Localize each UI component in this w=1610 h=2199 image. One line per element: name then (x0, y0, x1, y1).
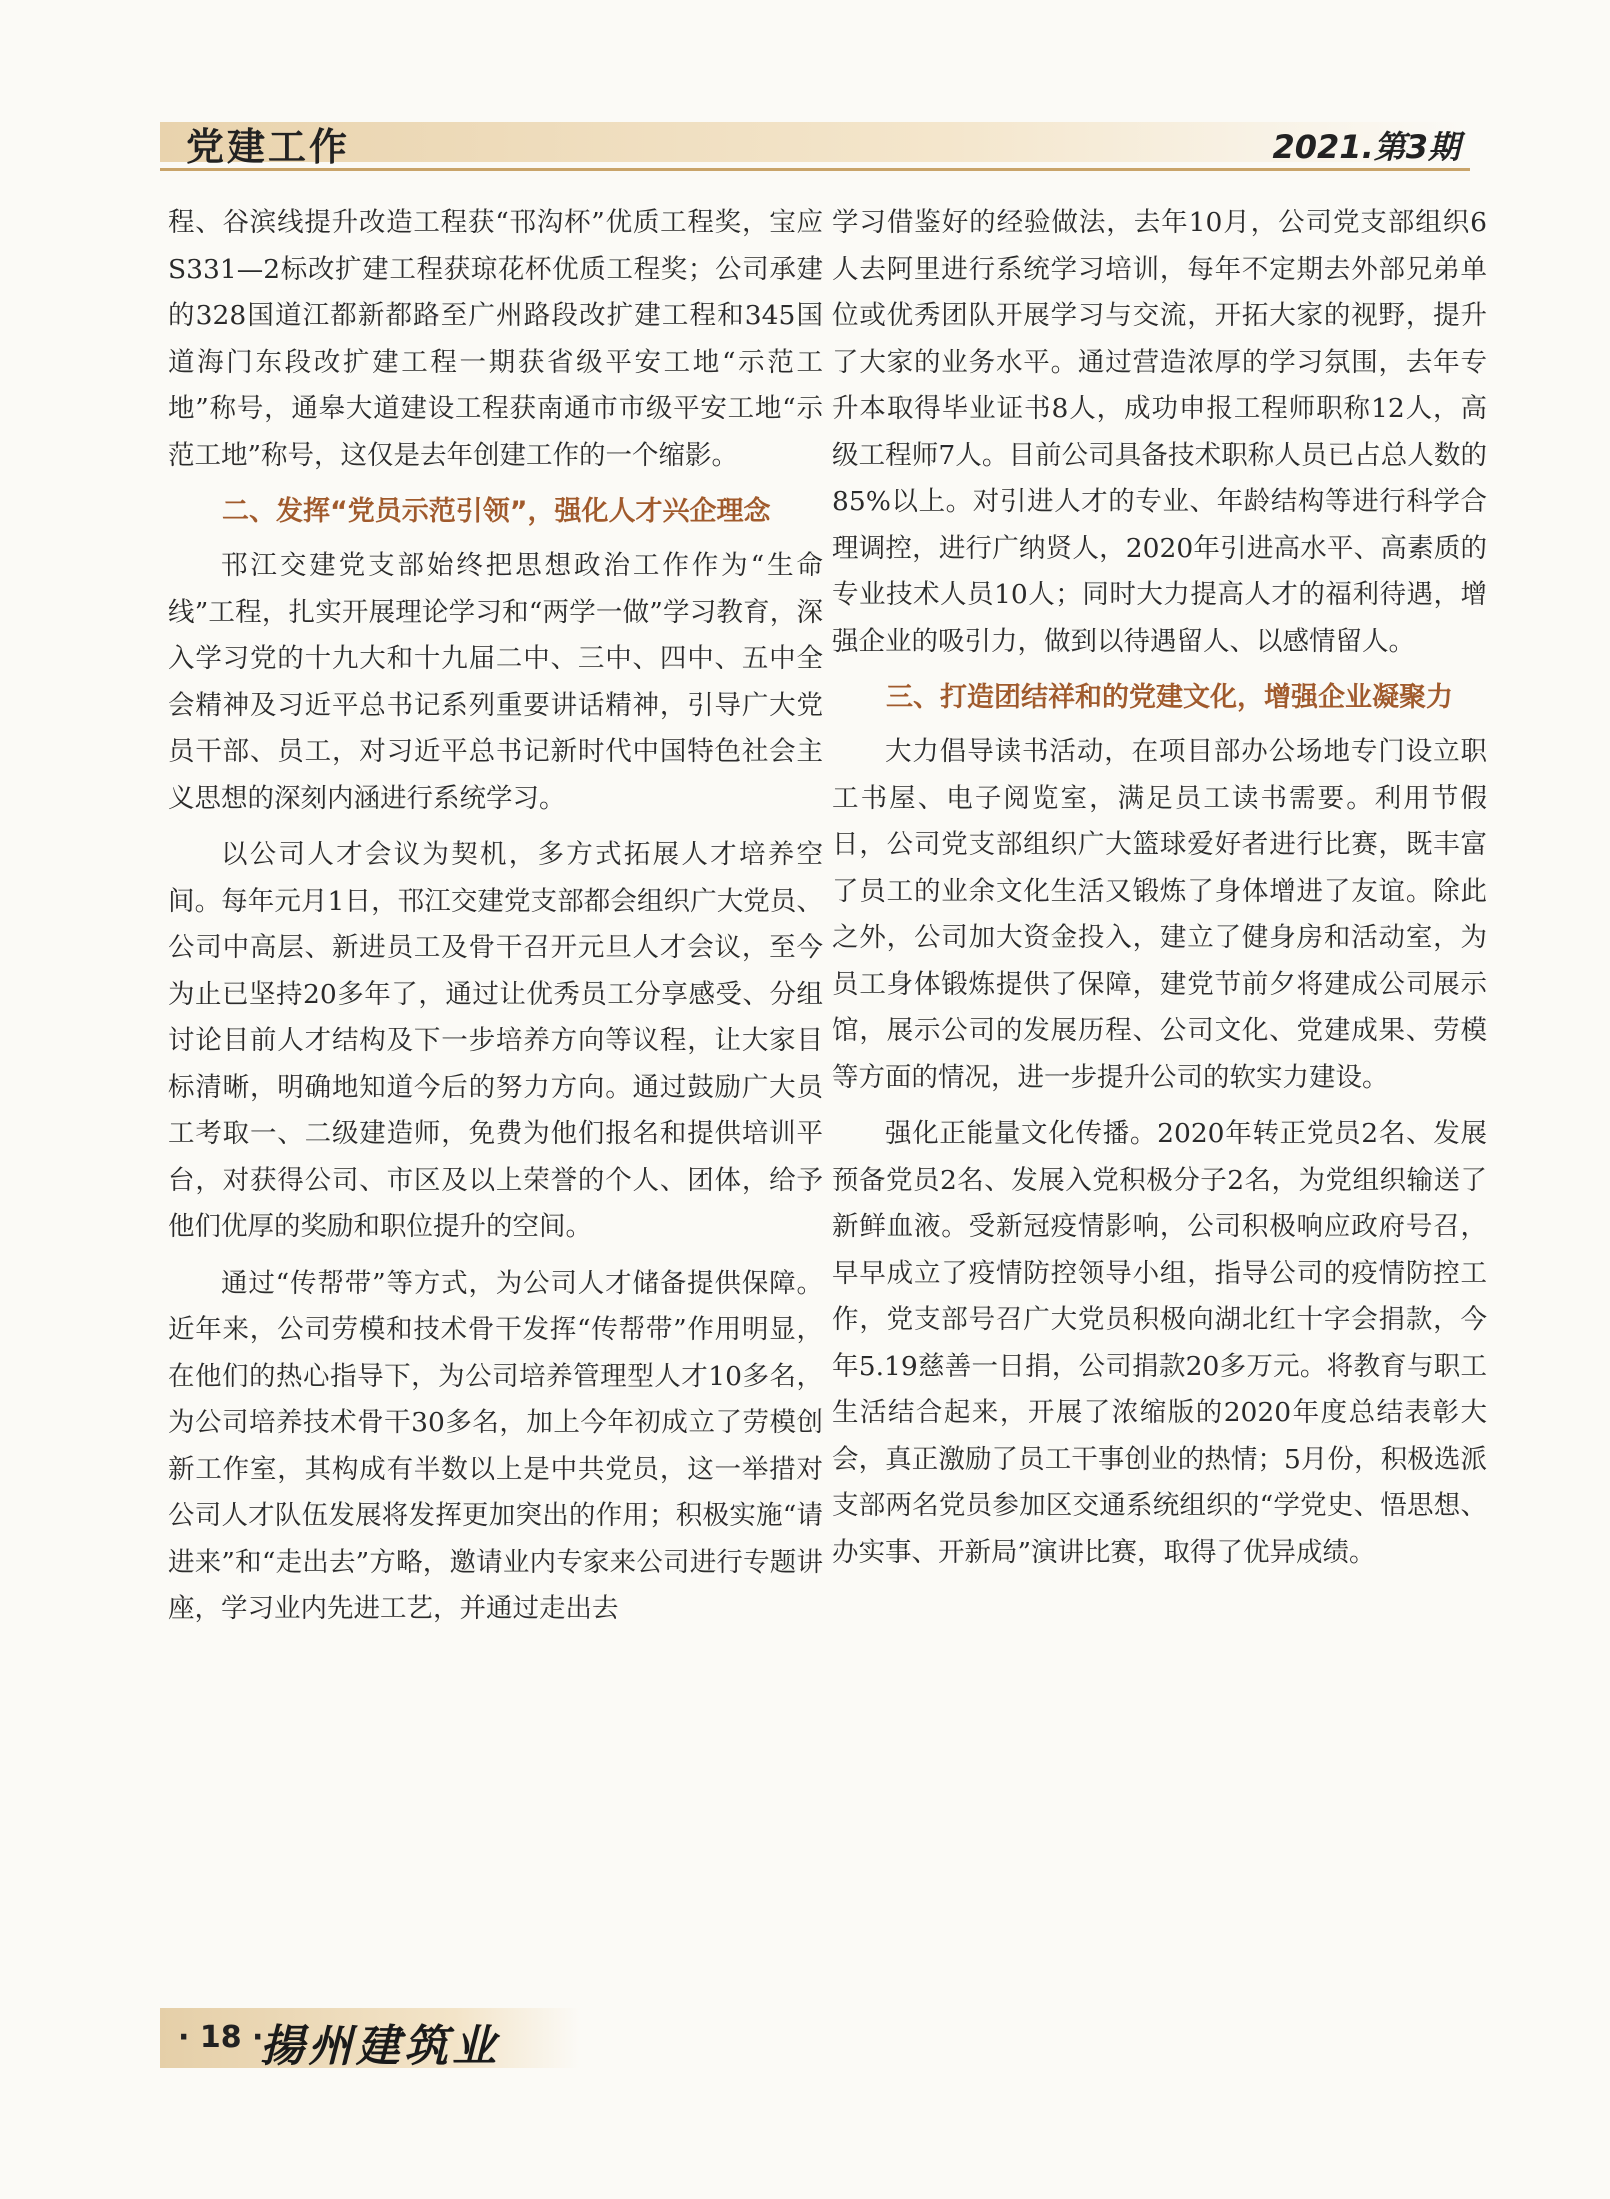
page-number: · 18 · (178, 2020, 264, 2055)
paragraph: 邗江交建党支部始终把思想政治工作作为“生命线”工程，扎实开展理论学习和“两学一做”学习教育，深入学习党的十九大和十九届二中、三中、四中、五中全会精神及习近平总书记系列重要讲话精神，引导广大党员干部、员工，对习近平总书记新时代中国特色社会主义思想的深刻内涵进行系统学习。 (168, 550, 823, 814)
section-title: 党建工作 (186, 125, 351, 169)
right-column (832, 200, 1487, 1586)
paragraph: 通过“传帮带”等方式，为公司人才储备提供保障。近年来，公司劳模和技术骨干发挥“传帮带”作用明显，在他们的热心指导下，为公司培养管理型人才10多名，为公司培养技术骨干30多名，加上今年初成立了劳模创新工作室，其构成有半数以上是中共党员，这一举措对公司人才队伍发展将发挥更加突出的作用；积极实施“请进来”和“走出去”方略，邀请业内专家来公司进行专题讲座，学习业内先进工艺，并通过走出去 (168, 1267, 823, 1624)
page-footer (160, 2008, 580, 2072)
page-header (160, 112, 1470, 171)
paragraph: 强化正能量文化传播。2020年转正党员2名、发展预备党员2名、发展入党积极分子2名，为党组织输送了新鲜血液。受新冠疫情影响，公司积极响应政府号召，早早成立了疫情防控领导小组，指导公司的疫情防控工作，党支部号召广大党员积极向湖北红十字会捐款，今年5.19慈善一日捐，公司捐款20多万元。将教育与职工生活结合起来，开展了浓缩版的2020年度总结表彰大会，真正激励了员工干事创业的热情；5月份，积极选派支部两名党员参加区交通系统组织的“学党史、悟思想、办实事、开新局”演讲比赛，取得了优异成绩。 (832, 1118, 1487, 1568)
paragraph: 学习借鉴好的经验做法，去年10月，公司党支部组织6人去阿里进行系统学习培训，每年不定期去外部兄弟单位或优秀团队开展学习与交流，开拓大家的视野，提升了大家的业务水平。通过营造浓厚的学习氛围，去年专升本取得毕业证书8人，成功申报工程师职称12人，高级工程师7人。目前公司具备技术职称人员已占总人数的85%以上。对引进人才的专业、年龄结构等进行科学合理调控，进行广纳贤人，2020年引进高水平、高素质的专业技术人员10人；同时大力提高人才的福利待遇，增强企业的吸引力，做到以待遇留人、以感情留人。 (832, 207, 1487, 657)
issue-label: 2021.第3期 (1272, 128, 1460, 166)
paragraph: 大力倡导读书活动，在项目部办公场地专门设立职工书屋、电子阅览室，满足员工读书需要。利用节假日，公司党支部组织广大篮球爱好者进行比赛，既丰富了员工的业余文化生活又锻炼了身体增进了友谊。除此之外，公司加大资金投入，建立了健身房和活动室，为员工身体锻炼提供了保障，建党节前夕将建成公司展示馆，展示公司的发展历程、公司文化、党建成果、劳模等方面的情况，进一步提升公司的软实力建设。 (832, 736, 1487, 1093)
paragraph: 程、谷滨线提升改造工程获“邗沟杯”优质工程奖，宝应S331—2标改扩建工程获琼花杯优质工程奖；公司承建的328国道江都新都路至广州路段改扩建工程和345国道海门东段改扩建工程一期获省级平安工地“示范工地”称号，通皋大道建设工程获南通市市级平安工地“示范工地”称号，这仅是去年创建工作的一个缩影。 (168, 207, 823, 471)
paragraph: 以公司人才会议为契机，多方式拓展人才培养空间。每年元月1日，邗江交建党支部都会组织广大党员、公司中高层、新进员工及骨干召开元旦人才会议，至今为止已坚持20多年了，通过让优秀员工分享感受、分组讨论目前人才结构及下一步培养方向等议程，让大家目标清晰，明确地知道今后的努力方向。通过鼓励广大员工考取一、二级建造师，免费为他们报名和提供培训平台，对获得公司、市区及以上荣誉的个人、团体，给予他们优厚的奖励和职位提升的空间。 (168, 839, 823, 1242)
section-heading: 二、发挥“党员示范引领”，强化人才兴企理念 (222, 496, 771, 527)
magazine-logo: 揚州建筑业 (260, 2021, 500, 2072)
section-heading: 三、打造团结祥和的党建文化，增强企业凝聚力 (886, 682, 1453, 713)
left-column (168, 200, 823, 1643)
